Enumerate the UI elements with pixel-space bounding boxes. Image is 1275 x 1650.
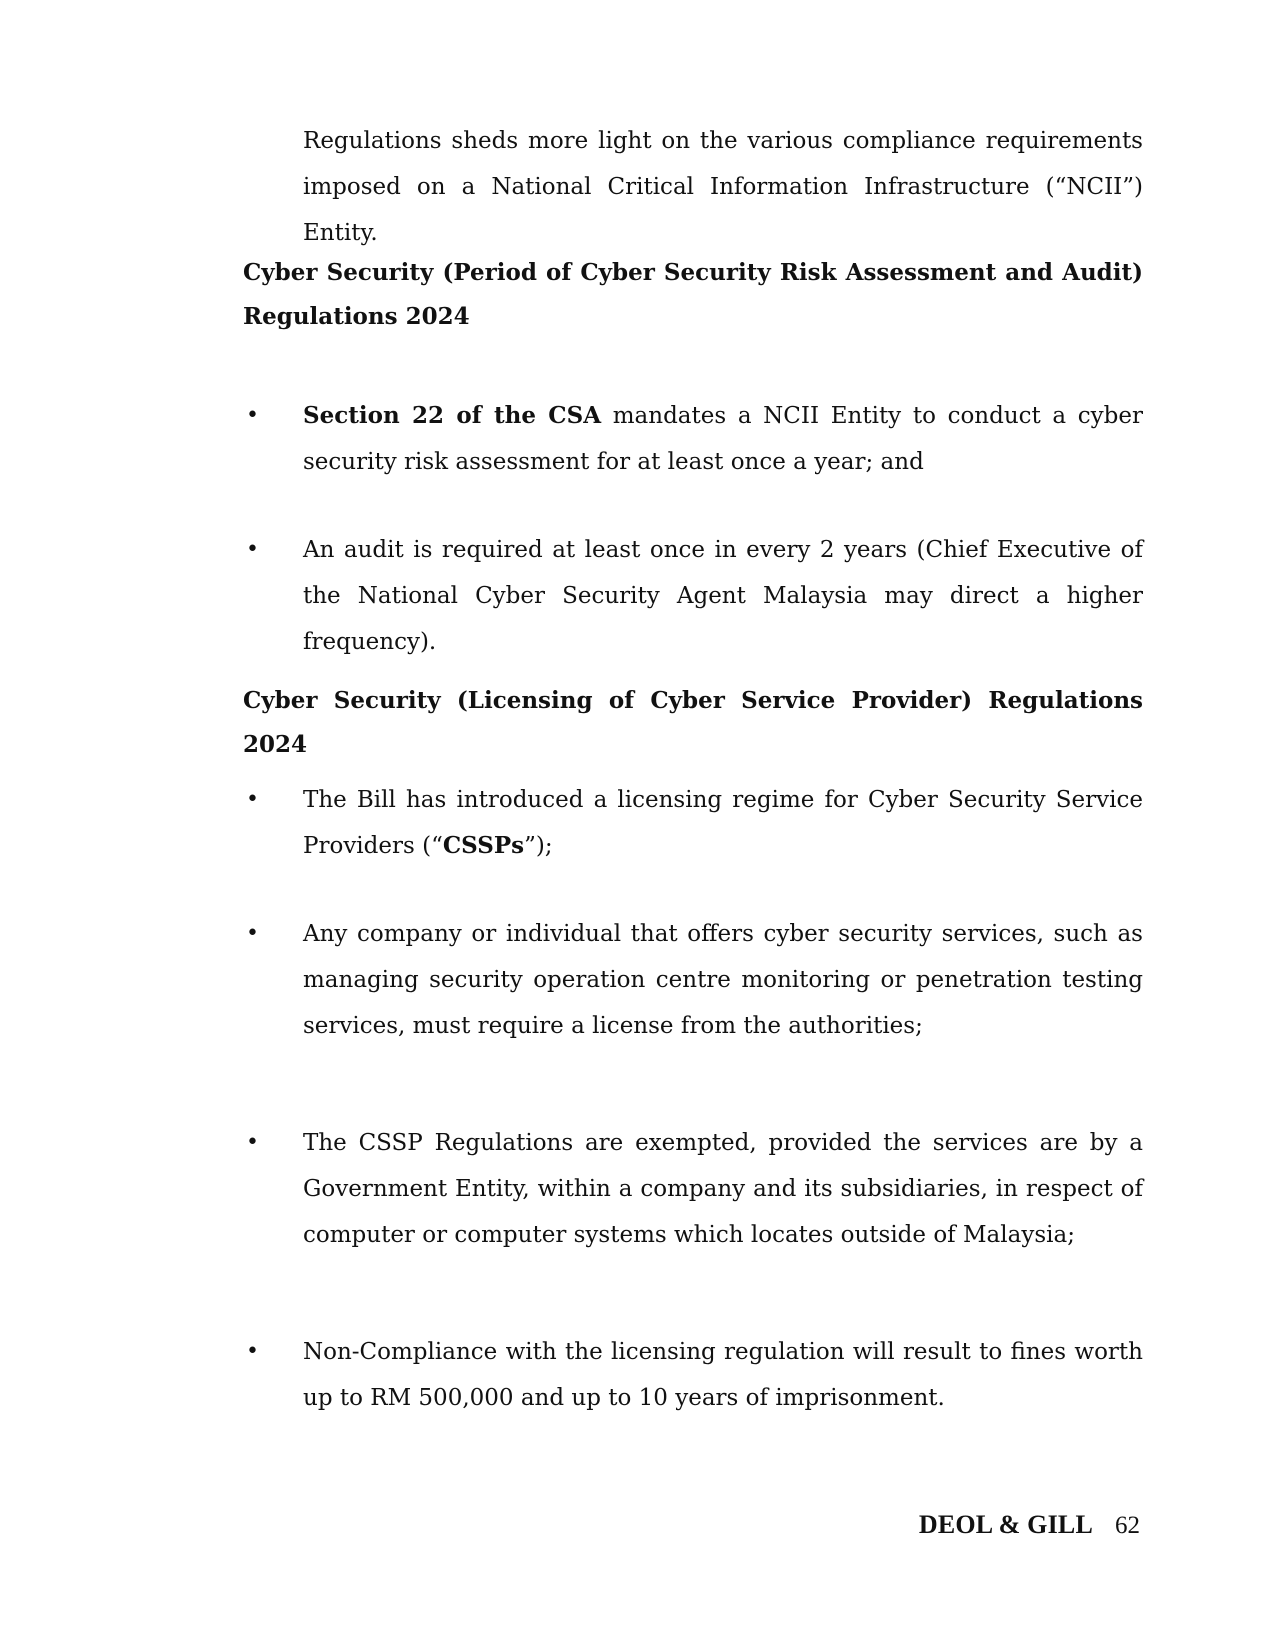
defined-term: CSSPs — [442, 832, 525, 859]
list-item — [243, 393, 1143, 485]
list-item-text: The CSSP Regulations are exempted, provided the services are by a Government Entity, within a company and its subsidiaries, in respect of computer or computer systems which locates outside of Malaysia; — [303, 1130, 1143, 1248]
list-item — [243, 1329, 1143, 1421]
section-heading-licensing: Cyber Security (Licensing of Cyber Service Provider) Regulations 2024 — [243, 687, 1143, 758]
intro-paragraph: Regulations sheds more light on the various compliance requirements imposed on a National Critical Information Infrastructure (“NCII”) Entity. — [303, 128, 1143, 246]
section-reference: Section 22 of the CSA — [303, 402, 602, 429]
bullet-icon: • — [246, 537, 259, 562]
list-item-text: An audit is required at least once in every 2 years (Chief Executive of the National Cyber Security Agent Malaysia may direct a higher frequency). — [303, 537, 1143, 655]
list-item-text: Section 22 of the CSA mandates a NCII Entity to conduct a cyber security risk assessment for at least once a year; and — [303, 402, 1144, 475]
bullet-icon: • — [246, 1339, 259, 1364]
page-footer — [919, 1505, 1140, 1546]
bullet-icon: • — [246, 1130, 259, 1155]
bullet-icon: • — [246, 787, 259, 812]
list-item — [243, 911, 1143, 1049]
list-item-text: Any company or individual that offers cyber security services, such as managing security operation centre monitoring or penetration testing services, must require a license from the authorities; — [303, 921, 1143, 1039]
list-item — [243, 1120, 1143, 1258]
list-item-text: The Bill has introduced a licensing regime for Cyber Security Service Providers (“CSSPs”); — [303, 787, 1143, 859]
list-item-text: Non-Compliance with the licensing regulation will result to fines worth up to RM 500,000 and up to 10 years of imprisonment. — [303, 1339, 1143, 1411]
section-heading-risk-assessment: Cyber Security (Period of Cyber Security Risk Assessment and Audit) Regulations 2024 — [243, 259, 1143, 330]
bullet-icon: • — [246, 921, 259, 946]
page-number: 62 — [1115, 1512, 1140, 1539]
bullet-icon: • — [246, 403, 259, 428]
list-item — [243, 527, 1143, 665]
firm-name: DEOL & GILL — [918, 1510, 1093, 1539]
list-item — [243, 777, 1143, 869]
